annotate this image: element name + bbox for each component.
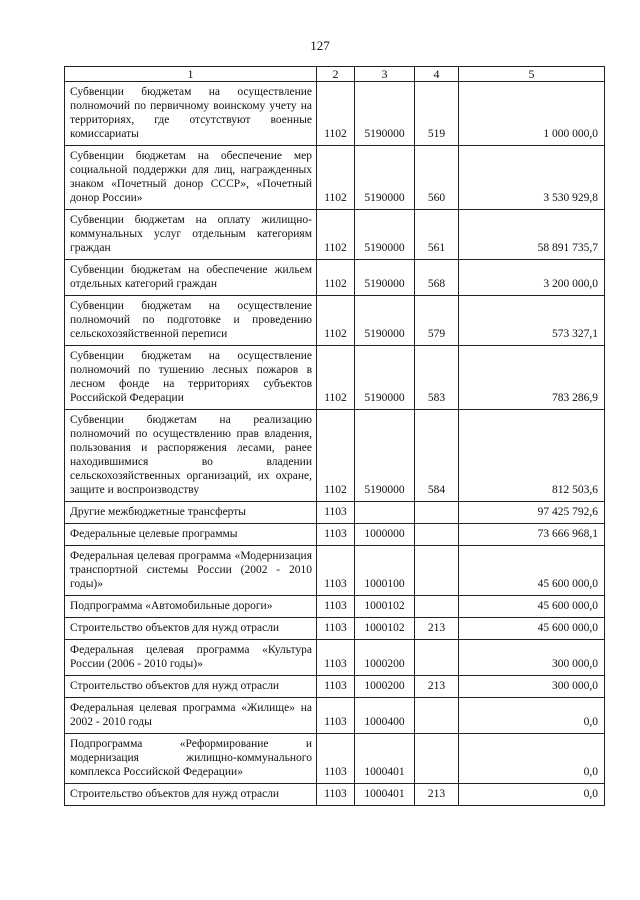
row-amount-cell: 97 425 792,6 <box>459 502 605 524</box>
table-row <box>65 596 605 618</box>
row-name-cell: Строительство объектов для нужд отрасли <box>65 676 317 698</box>
row-expense-type-cell: 213 <box>415 784 459 806</box>
table-row <box>65 210 605 260</box>
row-amount-cell: 73 666 968,1 <box>459 524 605 546</box>
row-target-article-cell: 1000102 <box>355 596 415 618</box>
row-target-article-cell <box>355 502 415 524</box>
row-name-cell: Федеральная целевая программа «Жилище» на 2002 - 2010 годы <box>65 698 317 734</box>
row-amount-cell: 300 000,0 <box>459 676 605 698</box>
row-expense-type-cell <box>415 502 459 524</box>
row-amount-cell: 45 600 000,0 <box>459 546 605 596</box>
row-section-cell: 1103 <box>317 640 355 676</box>
row-target-article-cell: 1000200 <box>355 640 415 676</box>
row-target-article-cell: 5190000 <box>355 210 415 260</box>
row-expense-type-cell: 560 <box>415 146 459 210</box>
row-expense-type-cell <box>415 524 459 546</box>
row-target-article-cell: 5190000 <box>355 296 415 346</box>
row-amount-cell: 45 600 000,0 <box>459 596 605 618</box>
row-section-cell: 1103 <box>317 734 355 784</box>
row-section-cell: 1103 <box>317 698 355 734</box>
row-amount-cell: 45 600 000,0 <box>459 618 605 640</box>
row-amount-cell: 0,0 <box>459 698 605 734</box>
row-section-cell: 1103 <box>317 524 355 546</box>
row-expense-type-cell: 213 <box>415 618 459 640</box>
row-expense-type-cell: 213 <box>415 676 459 698</box>
row-section-cell: 1103 <box>317 596 355 618</box>
table-row <box>65 784 605 806</box>
row-section-cell: 1102 <box>317 260 355 296</box>
table-row <box>65 618 605 640</box>
column-header-amount: 5 <box>459 67 605 82</box>
table-row <box>65 82 605 146</box>
row-section-cell: 1103 <box>317 502 355 524</box>
row-amount-cell: 783 286,9 <box>459 346 605 410</box>
row-section-cell: 1102 <box>317 210 355 260</box>
table-body <box>65 82 605 806</box>
row-target-article-cell: 5190000 <box>355 146 415 210</box>
table-row <box>65 676 605 698</box>
column-header-section: 2 <box>317 67 355 82</box>
row-section-cell: 1102 <box>317 296 355 346</box>
row-name-cell: Строительство объектов для нужд отрасли <box>65 618 317 640</box>
row-amount-cell: 0,0 <box>459 784 605 806</box>
column-header-name: 1 <box>65 67 317 82</box>
row-name-cell: Субвенции бюджетам на осуществление полномочий по первичному воинскому учету на территориях, где отсутствуют военные комиссариаты <box>65 82 317 146</box>
row-name-cell: Субвенции бюджетам на обеспечение мер социальной поддержки для лиц, награжденных знаком «Почетный донор СССР», «Почетный донор России» <box>65 146 317 210</box>
table-row <box>65 502 605 524</box>
row-expense-type-cell: 568 <box>415 260 459 296</box>
row-section-cell: 1103 <box>317 618 355 640</box>
row-name-cell: Субвенции бюджетам на осуществление полномочий по подготовке и проведению сельскохозяйственной переписи <box>65 296 317 346</box>
row-target-article-cell: 1000401 <box>355 734 415 784</box>
table-row <box>65 146 605 210</box>
row-expense-type-cell: 584 <box>415 410 459 502</box>
table-row <box>65 410 605 502</box>
row-target-article-cell: 5190000 <box>355 260 415 296</box>
row-name-cell: Субвенции бюджетам на реализацию полномочий по осуществлению прав владения, пользования и распоряжения лесами, ранее находившимися во владении сельскохозяйственных организаций, их охране, защите и воспроизводству <box>65 410 317 502</box>
row-section-cell: 1102 <box>317 146 355 210</box>
row-target-article-cell: 5190000 <box>355 410 415 502</box>
row-expense-type-cell: 561 <box>415 210 459 260</box>
row-name-cell: Подпрограмма «Реформирование и модернизация жилищно-коммунального комплекса Российской Федерации» <box>65 734 317 784</box>
row-target-article-cell: 1000102 <box>355 618 415 640</box>
page-number: 127 <box>310 38 330 53</box>
row-target-article-cell: 5190000 <box>355 82 415 146</box>
column-header-expense-type: 4 <box>415 67 459 82</box>
row-name-cell: Федеральная целевая программа «Модернизация транспортной системы России (2002 - 2010 годы)» <box>65 546 317 596</box>
row-target-article-cell: 1000200 <box>355 676 415 698</box>
row-section-cell: 1103 <box>317 676 355 698</box>
table-row <box>65 296 605 346</box>
row-name-cell: Строительство объектов для нужд отрасли <box>65 784 317 806</box>
row-expense-type-cell: 579 <box>415 296 459 346</box>
row-name-cell: Другие межбюджетные трансферты <box>65 502 317 524</box>
column-header-target-article: 3 <box>355 67 415 82</box>
row-name-cell: Федеральная целевая программа «Культура России (2006 - 2010 годы)» <box>65 640 317 676</box>
row-amount-cell: 0,0 <box>459 734 605 784</box>
table-row <box>65 698 605 734</box>
budget-table <box>64 66 605 806</box>
table-row <box>65 346 605 410</box>
row-amount-cell: 58 891 735,7 <box>459 210 605 260</box>
row-expense-type-cell <box>415 546 459 596</box>
row-name-cell: Субвенции бюджетам на осуществление полномочий по тушению лесных пожаров в лесном фонде на территориях субъектов Российской Федерации <box>65 346 317 410</box>
row-name-cell: Субвенции бюджетам на обеспечение жильем отдельных категорий граждан <box>65 260 317 296</box>
row-target-article-cell: 1000000 <box>355 524 415 546</box>
row-target-article-cell: 1000400 <box>355 698 415 734</box>
table-row <box>65 734 605 784</box>
table-header-row <box>65 67 605 82</box>
row-amount-cell: 300 000,0 <box>459 640 605 676</box>
row-target-article-cell: 1000100 <box>355 546 415 596</box>
row-expense-type-cell <box>415 596 459 618</box>
row-name-cell: Субвенции бюджетам на оплату жилищно-коммунальных услуг отдельным категориям граждан <box>65 210 317 260</box>
row-expense-type-cell <box>415 640 459 676</box>
row-expense-type-cell: 583 <box>415 346 459 410</box>
row-amount-cell: 3 530 929,8 <box>459 146 605 210</box>
table-row <box>65 640 605 676</box>
row-expense-type-cell: 519 <box>415 82 459 146</box>
row-amount-cell: 1 000 000,0 <box>459 82 605 146</box>
table-row <box>65 260 605 296</box>
row-target-article-cell: 1000401 <box>355 784 415 806</box>
row-name-cell: Подпрограмма «Автомобильные дороги» <box>65 596 317 618</box>
row-name-cell: Федеральные целевые программы <box>65 524 317 546</box>
row-amount-cell: 3 200 000,0 <box>459 260 605 296</box>
table-row <box>65 546 605 596</box>
row-expense-type-cell <box>415 734 459 784</box>
row-section-cell: 1102 <box>317 410 355 502</box>
row-amount-cell: 573 327,1 <box>459 296 605 346</box>
row-section-cell: 1102 <box>317 82 355 146</box>
row-amount-cell: 812 503,6 <box>459 410 605 502</box>
row-target-article-cell: 5190000 <box>355 346 415 410</box>
row-section-cell: 1103 <box>317 784 355 806</box>
row-expense-type-cell <box>415 698 459 734</box>
row-section-cell: 1103 <box>317 546 355 596</box>
table-row <box>65 524 605 546</box>
row-section-cell: 1102 <box>317 346 355 410</box>
